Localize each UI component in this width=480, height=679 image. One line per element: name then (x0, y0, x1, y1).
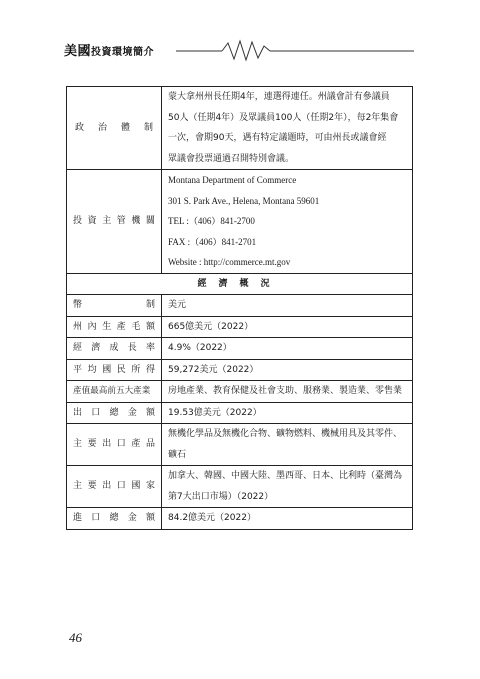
economy-label-cell (67, 359, 162, 381)
label-char: 總 (109, 407, 119, 418)
label-char: 民 (116, 364, 126, 375)
agency-label (73, 211, 155, 232)
header-title-sub: 投資環境簡介 (91, 47, 155, 58)
label-char: 均 (87, 364, 97, 375)
label-char: 所 (131, 364, 141, 375)
economy-label (73, 338, 155, 359)
label-char: 口 (91, 407, 101, 418)
label-char: 長 (127, 343, 137, 353)
label-char: 主 (73, 481, 83, 492)
government-label (73, 118, 155, 139)
economy-row (67, 402, 413, 424)
government-line: 蒙大拿州州長任期4年，連選得連任。州議會計有參議員 (168, 92, 390, 102)
label-char: 內 (87, 321, 97, 332)
economy-label-cell (67, 402, 162, 424)
label-char: 生 (102, 321, 112, 332)
investment-info-table (66, 86, 413, 530)
economy-section-row (67, 273, 413, 295)
label-char: 口 (91, 513, 101, 523)
agency-line: Website : http://commerce.mt.gov (168, 257, 291, 267)
agency-line: 301 S. Park Ave., Helena, Montana 59601 (168, 195, 320, 206)
label-char: 制 (143, 122, 153, 133)
label-char: 國 (131, 481, 141, 492)
economy-label (73, 508, 155, 529)
economy-label-cell (67, 466, 162, 508)
label-char: 經 (73, 343, 83, 353)
label-char: 額 (145, 407, 155, 418)
government-label-cell (67, 87, 162, 170)
label-char: 關 (145, 216, 155, 226)
economy-row (67, 295, 413, 317)
economy-label-cell (67, 338, 162, 360)
label-char: 主 (102, 216, 112, 226)
label-char: 濟 (91, 343, 101, 353)
label-char: 國 (102, 364, 112, 375)
label-char: 主 (73, 439, 83, 450)
government-line: 眾議會投票通過召開特別會議。 (168, 153, 295, 164)
economy-label: 產值最高前五大產業 (73, 386, 151, 396)
label-char: 品 (145, 439, 155, 450)
economy-row (67, 338, 413, 360)
economy-label-cell (67, 508, 162, 530)
label-char: 口 (116, 481, 126, 492)
government-line: 一次，會期90天，遇有特定議題時，可由州長或議會經 (168, 133, 387, 143)
label-char: 額 (145, 513, 155, 523)
page-header (64, 38, 424, 62)
label-char: 投 (73, 216, 83, 226)
label-char: 金 (127, 513, 137, 523)
label-char: 得 (145, 364, 155, 375)
economy-value: 房地產業、教育保健及社會支助、服務業、製造業、零售業 (162, 381, 413, 403)
economy-rows (67, 295, 413, 530)
label-char: 資 (87, 216, 97, 226)
economy-value: 59,272美元（2022） (162, 359, 413, 381)
label-char: 治 (97, 122, 107, 133)
agency-label-cell (67, 170, 162, 274)
label-char: 額 (145, 321, 155, 332)
agency-line: Montana Department of Commerce (168, 175, 297, 185)
label-char: 政 (75, 122, 85, 133)
label-char: 體 (120, 122, 130, 133)
economy-row (67, 316, 413, 338)
header-title-main: 美國 (64, 44, 92, 59)
label-char: 率 (145, 343, 155, 353)
label-char: 出 (102, 481, 112, 492)
economy-value: 665億美元（2022） (162, 316, 413, 338)
economy-label (73, 295, 155, 316)
economy-label (73, 476, 155, 497)
economy-label-cell (67, 295, 162, 317)
economy-value: 無機化學品及無機化合物、礦物燃料、機械用具及其零件、礦石 (162, 424, 413, 466)
label-char: 總 (109, 513, 119, 523)
economy-section-title: 經濟概況 (67, 273, 413, 295)
label-char: 家 (145, 481, 155, 492)
label-char: 要 (87, 439, 97, 450)
header-title (64, 40, 154, 59)
economy-label (73, 434, 155, 455)
label-char: 機 (131, 216, 141, 226)
economy-label-cell (67, 424, 162, 466)
label-char: 州 (73, 321, 83, 332)
economy-value: 4.9%（2022） (162, 338, 413, 360)
government-value-cell (162, 87, 413, 170)
label-char: 金 (127, 407, 137, 418)
label-char: 管 (116, 216, 126, 226)
label-char: 要 (87, 481, 97, 492)
label-char: 出 (102, 439, 112, 450)
government-line: 50人（任期4年）及眾議員100人（任期2年），每2年集會 (168, 112, 399, 123)
government-row (67, 87, 413, 170)
economy-value: 19.53億美元（2022） (162, 402, 413, 424)
label-char: 制 (145, 300, 155, 310)
economy-row (67, 466, 413, 508)
agency-row (67, 170, 413, 274)
label-char: 產 (131, 439, 141, 450)
label-char: 出 (73, 407, 83, 418)
economy-value: 美元 (162, 295, 413, 317)
label-char: 幣 (73, 300, 83, 310)
economy-row (67, 424, 413, 466)
label-char: 進 (73, 513, 83, 523)
economy-label (73, 360, 155, 381)
agency-line: FAX :（406）841-2701 (168, 236, 257, 247)
label-char: 平 (73, 364, 83, 375)
economy-label-cell (67, 316, 162, 338)
label-char: 口 (116, 439, 126, 450)
label-char: 產 (116, 321, 126, 332)
label-char: 成 (109, 343, 119, 353)
economy-value: 加拿大、韓國、中國大陸、墨西哥、日本、比利時（臺灣為第7大出口市場）（2022） (162, 466, 413, 508)
agency-line: TEL :（406）841-2700 (168, 216, 255, 226)
economy-label (73, 317, 155, 338)
economy-row (67, 359, 413, 381)
page-number: 46 (69, 630, 82, 645)
agency-value-cell (162, 170, 413, 274)
economy-value: 84.2億美元（2022） (162, 508, 413, 530)
economy-row (67, 381, 413, 403)
economy-label (73, 403, 155, 424)
economy-row (67, 508, 413, 530)
label-char: 毛 (131, 321, 141, 332)
economy-label-cell (67, 381, 162, 403)
